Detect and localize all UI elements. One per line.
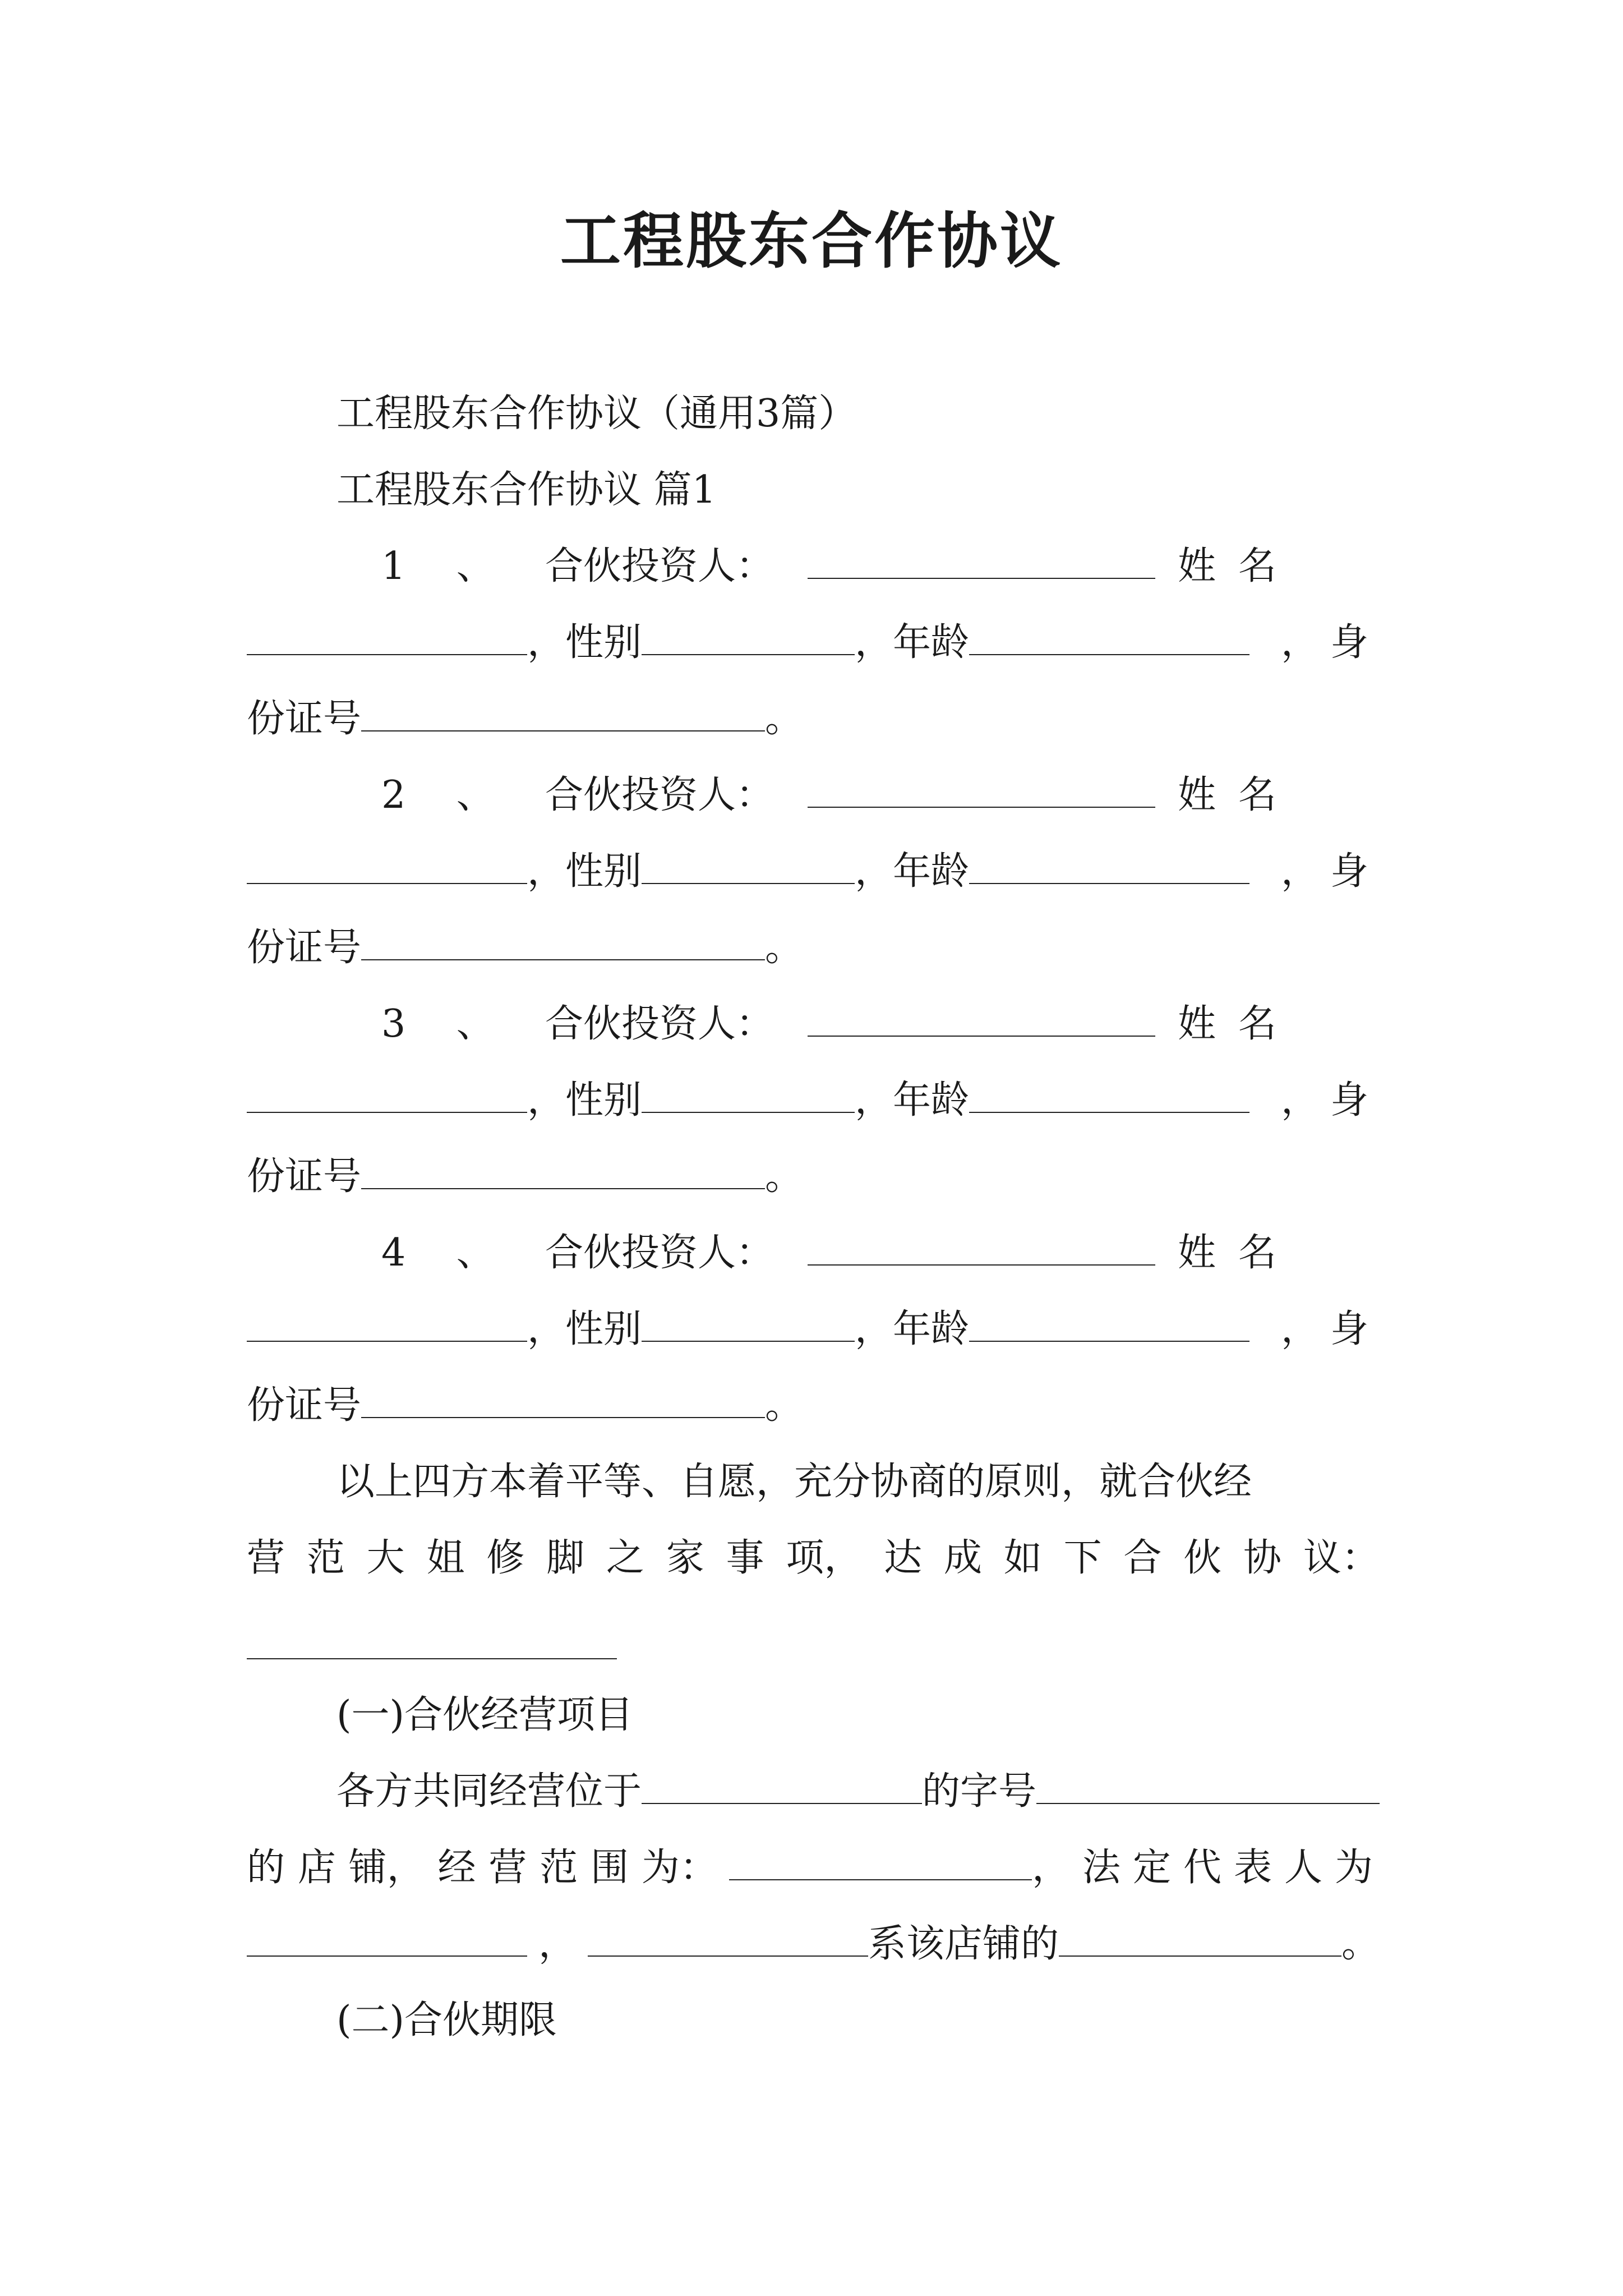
- scope-char: 店: [297, 1846, 336, 1890]
- name-blank[interactable]: [247, 1307, 527, 1342]
- intro-char: 大: [366, 1536, 405, 1580]
- age-blank[interactable]: [969, 620, 1249, 655]
- age-label: ，年龄: [855, 1078, 970, 1122]
- gender-label: ，性别: [527, 1307, 642, 1351]
- partner-4-label: [381, 1226, 774, 1280]
- partner-1-line-1: [247, 540, 1380, 593]
- name-blank[interactable]: [247, 620, 527, 655]
- partner-3-line-3: [247, 1150, 1380, 1204]
- age-label: ，年龄: [855, 1307, 970, 1351]
- partner-3-line-1: [247, 997, 1380, 1051]
- partner-label-text: 合伙投资人：: [545, 773, 774, 817]
- age-label: ，年龄: [855, 849, 970, 894]
- period: 。: [765, 926, 804, 970]
- partner-3-blank[interactable]: [808, 1002, 1155, 1037]
- name-blank[interactable]: [247, 849, 527, 884]
- partner-2-blank[interactable]: [808, 773, 1155, 808]
- name-label: 姓名: [1178, 1002, 1299, 1046]
- scope-char: 铺，: [348, 1846, 425, 1890]
- id-label: 份证号: [247, 926, 362, 970]
- partner-4-blank[interactable]: [808, 1231, 1155, 1266]
- partner-label-text: 合伙投资人：: [545, 544, 774, 588]
- intro-char: 合: [1123, 1536, 1162, 1580]
- name-blank[interactable]: [247, 1078, 527, 1113]
- partner-1-blank[interactable]: [808, 544, 1155, 579]
- age-blank[interactable]: [969, 849, 1249, 884]
- name-label: 姓名: [1178, 773, 1299, 817]
- age-label: ，年龄: [855, 620, 970, 665]
- intro-line-2: [247, 1531, 1380, 1585]
- section1-rep-label: ，法定代表人为: [1032, 1846, 1386, 1890]
- intro-char: 姐: [426, 1536, 465, 1580]
- role-name-blank[interactable]: [588, 1922, 868, 1957]
- partner-2-line-1: [247, 769, 1380, 822]
- scope-char: 营: [488, 1846, 527, 1890]
- gender-label: ，性别: [527, 1078, 642, 1122]
- partner-2-label: [381, 769, 774, 822]
- partner-number: 1: [381, 544, 406, 588]
- intro-char: 成: [943, 1536, 982, 1580]
- partner-separator: 、: [456, 773, 495, 817]
- brand-blank[interactable]: [1036, 1769, 1380, 1804]
- intro-char: 议：: [1303, 1536, 1380, 1580]
- intro-char: 家: [666, 1536, 704, 1580]
- intro-char: 之: [606, 1536, 644, 1580]
- id-label-pre: ，身: [1280, 849, 1380, 894]
- intro-char: 达: [884, 1536, 923, 1580]
- gender-label: ，性别: [527, 849, 642, 894]
- partner-separator: 、: [456, 1231, 495, 1275]
- scope-char: 范: [540, 1846, 578, 1890]
- partner-number: 4: [381, 1231, 406, 1275]
- partner-3-label: [381, 997, 774, 1051]
- id-blank[interactable]: [361, 1154, 765, 1189]
- gender-label: ，性别: [527, 620, 642, 665]
- partner-1-label: [381, 540, 774, 593]
- partner-4-line-2: [247, 1303, 1380, 1356]
- partner-number: 3: [381, 1002, 406, 1046]
- partner-2-line-2: [247, 845, 1380, 899]
- intro-line-1: 以上四方本着平等、自愿，充分协商的原则，就合伙经: [336, 1460, 1252, 1504]
- period: 。: [765, 697, 804, 741]
- intro-char: 协: [1243, 1536, 1282, 1580]
- section1-location-label: 各方共同经营位于: [336, 1769, 642, 1814]
- partner-separator: 、: [456, 1002, 495, 1046]
- age-blank[interactable]: [969, 1307, 1249, 1342]
- intro-char: 伙: [1183, 1536, 1222, 1580]
- intro-char: 营: [247, 1536, 285, 1580]
- period: 。: [765, 1383, 804, 1428]
- partner-4-line-1: [247, 1226, 1380, 1280]
- scope-char: 的: [247, 1846, 285, 1890]
- age-blank[interactable]: [969, 1078, 1249, 1113]
- gender-blank[interactable]: [642, 849, 855, 884]
- id-blank[interactable]: [361, 926, 765, 960]
- rep-blank[interactable]: [247, 1922, 527, 1957]
- section2-heading: (二)合伙期限: [336, 1998, 557, 2042]
- gender-blank[interactable]: [642, 1078, 855, 1113]
- id-label-pre: ，身: [1280, 620, 1380, 665]
- document-subtitle: 工程股东合作协议（通用3篇）: [336, 392, 857, 436]
- intro-char: 事: [726, 1536, 764, 1580]
- section1-heading: (一)合伙经营项目: [336, 1693, 634, 1737]
- location-blank[interactable]: [642, 1769, 922, 1804]
- intro-char: 脚: [546, 1536, 585, 1580]
- section1-brand-label: 的字号: [922, 1769, 1037, 1814]
- section-heading: 工程股东合作协议 篇1: [336, 468, 716, 512]
- id-label: 份证号: [247, 1154, 362, 1199]
- partner-1-line-2: [247, 616, 1380, 670]
- section1-role-label: 系该店铺的: [868, 1922, 1059, 1966]
- comma: ，: [538, 1922, 577, 1966]
- gender-blank[interactable]: [642, 1307, 855, 1342]
- role-blank[interactable]: [1059, 1922, 1341, 1957]
- id-blank[interactable]: [361, 697, 765, 731]
- intro-char: 如: [1003, 1536, 1042, 1580]
- partner-3-line-2: [247, 1074, 1380, 1128]
- intro-char: 下: [1063, 1536, 1102, 1580]
- id-label: 份证号: [247, 697, 362, 741]
- intro-blank[interactable]: [247, 1658, 617, 1659]
- name-label: 姓名: [1178, 1231, 1299, 1275]
- section1-line-3: [247, 1917, 1380, 1971]
- partner-label-text: 合伙投资人：: [545, 1002, 774, 1046]
- partner-1-line-3: [247, 692, 1380, 746]
- scope-char: 经: [437, 1846, 476, 1890]
- period: 。: [765, 1154, 804, 1199]
- id-label-pre: ，身: [1280, 1307, 1380, 1351]
- section1-scope-label: [247, 1841, 718, 1895]
- document-title: 工程股东合作协议: [560, 206, 1063, 277]
- id-label: 份证号: [247, 1383, 362, 1428]
- gender-blank[interactable]: [642, 620, 855, 655]
- partner-2-line-3: [247, 921, 1380, 975]
- partner-label-text: 合伙投资人：: [545, 1231, 774, 1275]
- scope-blank[interactable]: [729, 1846, 1032, 1880]
- intro-char: 项，: [786, 1536, 863, 1580]
- partner-number: 2: [381, 773, 406, 817]
- section1-line-2: [247, 1841, 1386, 1895]
- partner-separator: 、: [456, 544, 495, 588]
- id-blank[interactable]: [361, 1383, 765, 1418]
- period: 。: [1341, 1922, 1380, 1966]
- scope-char: 为：: [641, 1846, 718, 1890]
- scope-char: 围: [591, 1846, 629, 1890]
- id-label-pre: ，身: [1280, 1078, 1380, 1122]
- partner-4-line-3: [247, 1379, 1380, 1433]
- intro-char: 修: [486, 1536, 525, 1580]
- intro-char: 范: [306, 1536, 345, 1580]
- section1-line-1: [247, 1765, 1380, 1819]
- name-label: 姓名: [1178, 544, 1299, 588]
